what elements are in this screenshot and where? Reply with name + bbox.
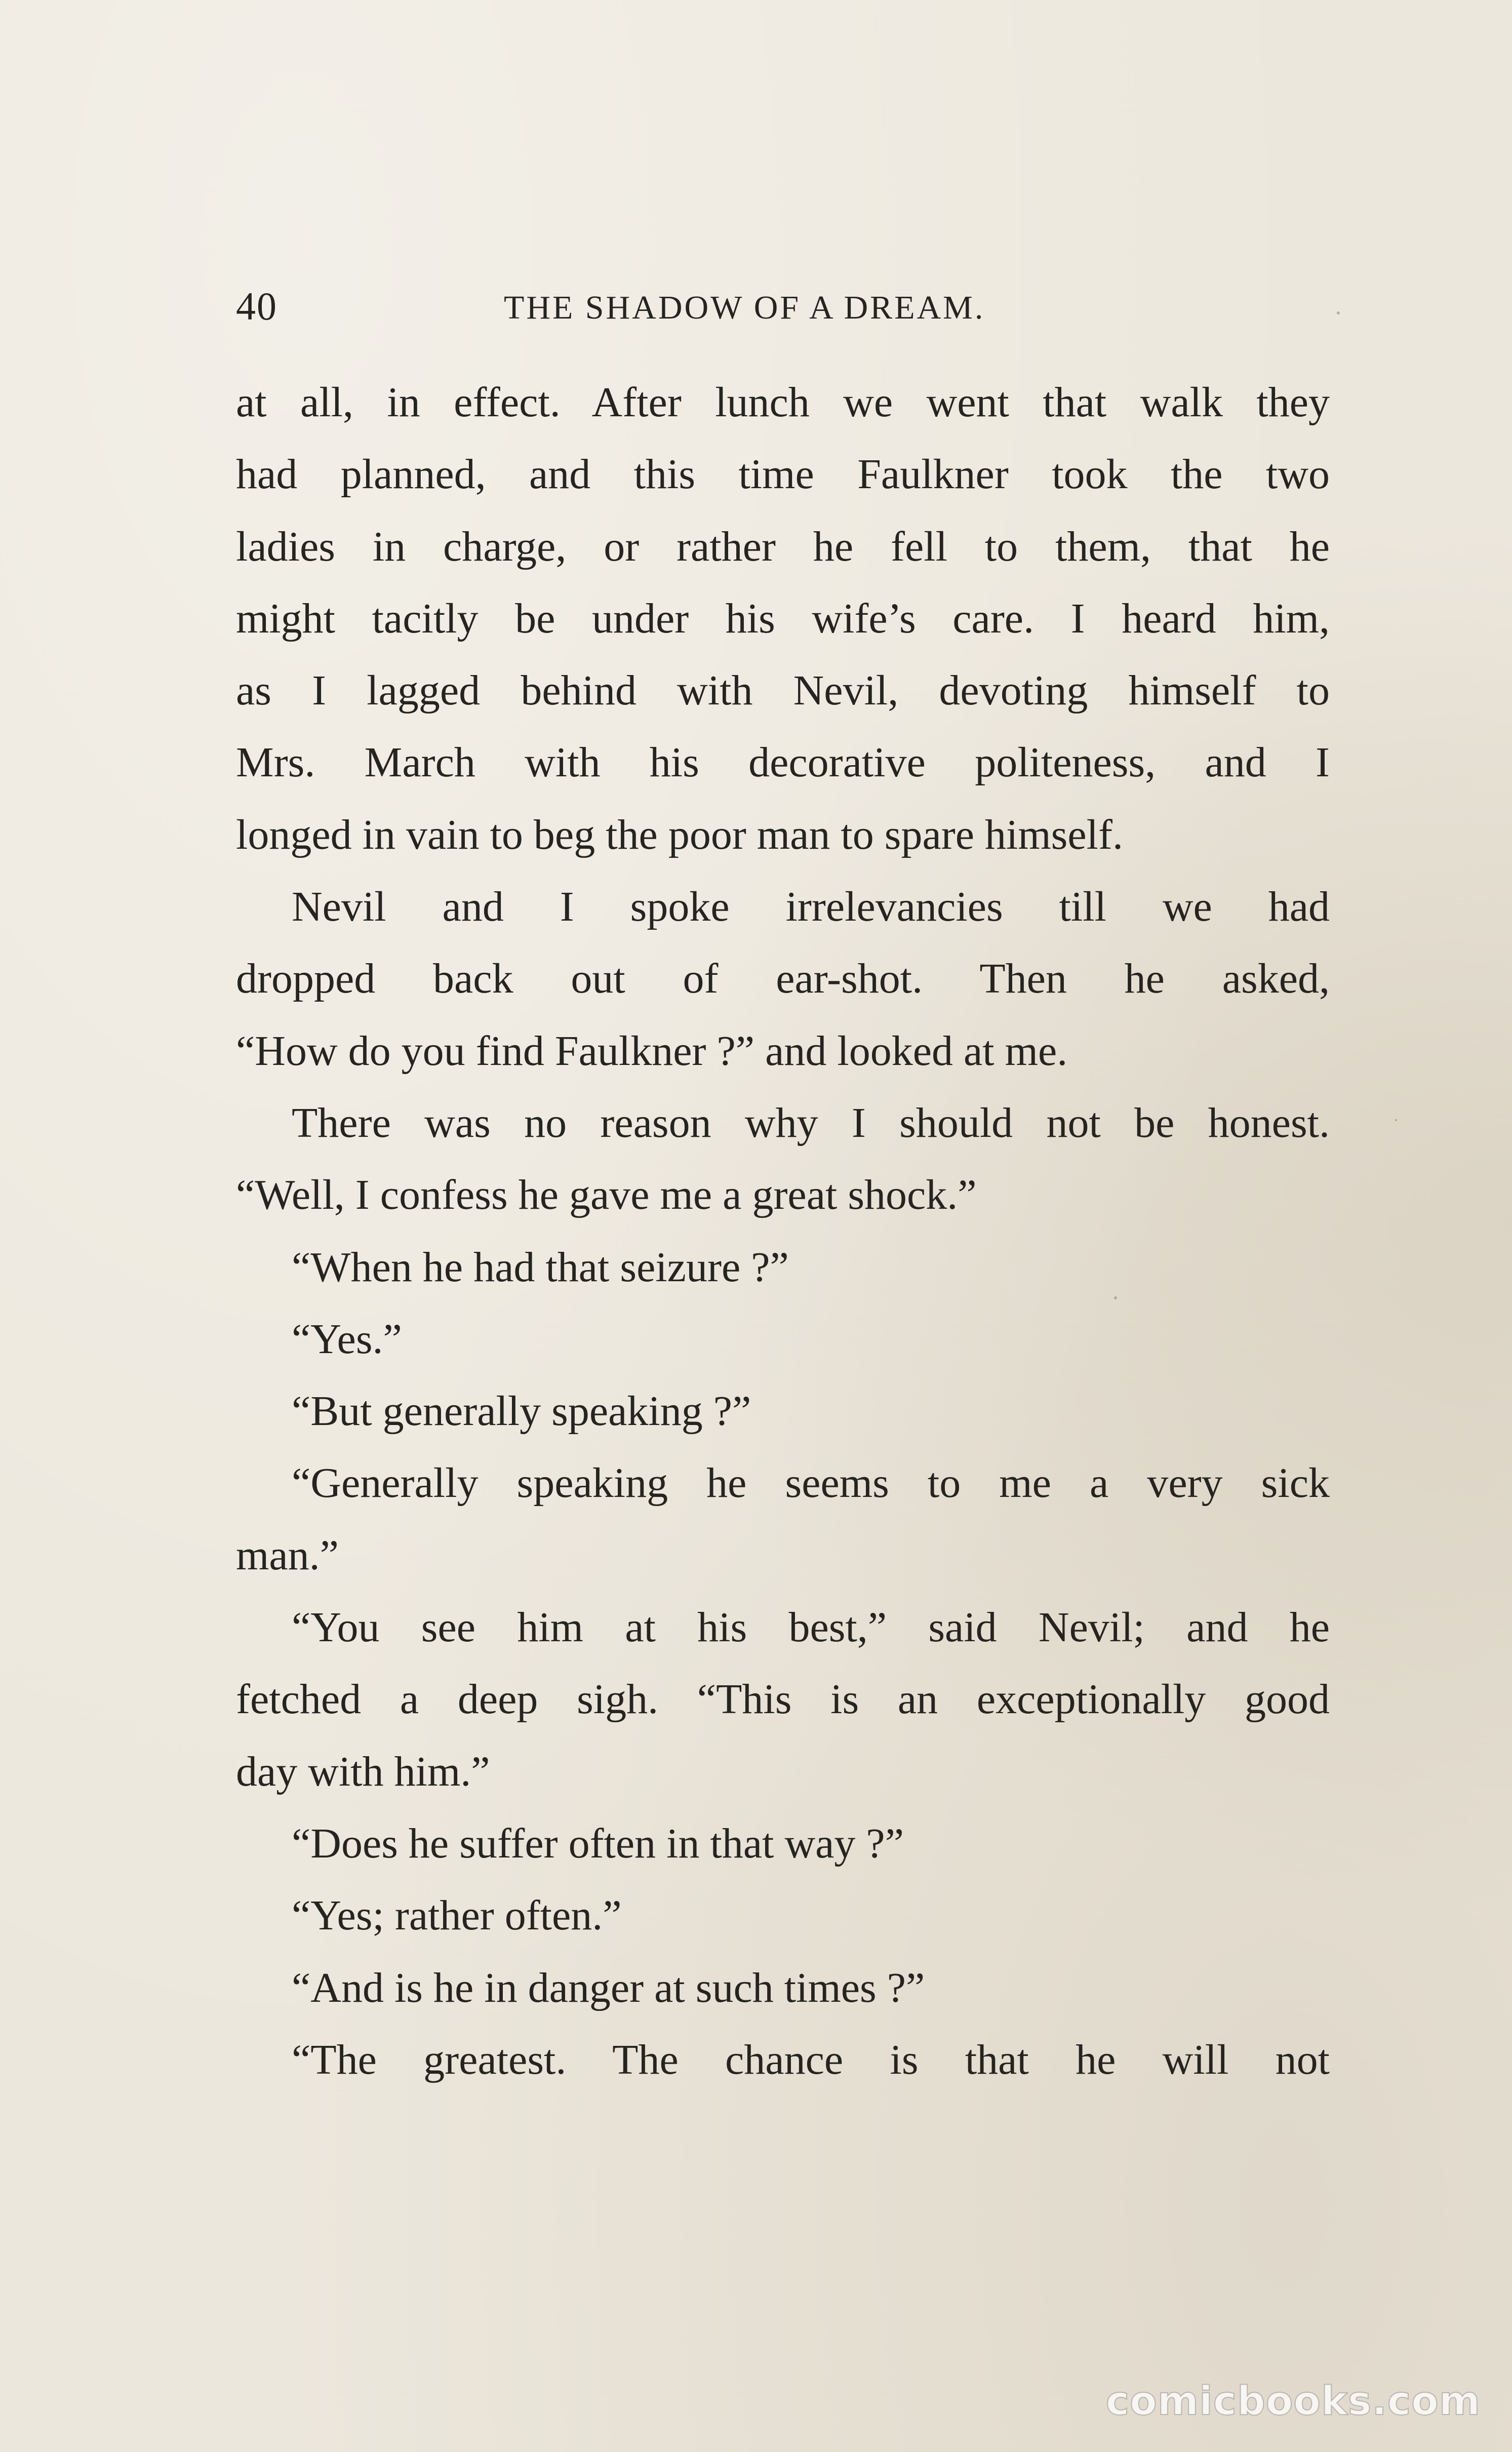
watermark-logo: comicbooks.com: [1105, 2379, 1481, 2424]
paper-speck: [1395, 1119, 1397, 1121]
text-line: Nevil and I spoke irrelevancies till we had: [292, 883, 1330, 931]
text-line: “Well, I confess he gave me a great shock.”: [236, 1171, 977, 1219]
text-line: day with him.”: [236, 1748, 490, 1795]
text-line: “When he had that seizure ?”: [292, 1243, 789, 1291]
paper-speck: [1337, 311, 1340, 314]
text-line: might tacitly be under his wife’s care. I heard him,: [236, 595, 1330, 642]
text-line: “Yes; rather often.”: [292, 1892, 622, 1940]
text-line: “Does he suffer often in that way ?”: [292, 1820, 904, 1867]
running-title: THE SHADOW OF A DREAM.: [504, 289, 985, 326]
text-line: “And is he in danger at such times ?”: [292, 1964, 925, 2011]
text-line: There was no reason why I should not be honest.: [292, 1099, 1330, 1146]
text-line: “But generally speaking ?”: [292, 1388, 751, 1435]
text-line: ladies in charge, or rather he fell to them, that he: [236, 523, 1330, 570]
text-line: longed in vain to beg the poor man to spare himself.: [236, 811, 1123, 858]
text-line: “Generally speaking he seems to me a very sick: [292, 1459, 1330, 1507]
text-line: at all, in effect. After lunch we went that walk they: [236, 379, 1330, 426]
text-line: as I lagged behind with Nevil, devoting himself to: [236, 667, 1330, 715]
text-line: fetched a deep sigh. “This is an exceptionally good: [236, 1676, 1330, 1723]
paper-speck: [1114, 1296, 1117, 1299]
text-line: dropped back out of ear-shot. Then he asked,: [236, 955, 1330, 1003]
text-line: man.”: [236, 1531, 339, 1579]
page-number: 40: [236, 284, 277, 328]
text-line: “How do you find Faulkner ?” and looked at me.: [236, 1027, 1068, 1075]
body-text: [236, 372, 1330, 2102]
text-line: Mrs. March with his decorative politeness, and I: [236, 739, 1330, 786]
text-line: “The greatest. The chance is that he will not: [292, 2036, 1330, 2083]
text-line: had planned, and this time Faulkner took the two: [236, 451, 1330, 498]
text-line: “Yes.”: [292, 1315, 402, 1363]
text-line: “You see him at his best,” said Nevil; and he: [292, 1604, 1330, 1651]
